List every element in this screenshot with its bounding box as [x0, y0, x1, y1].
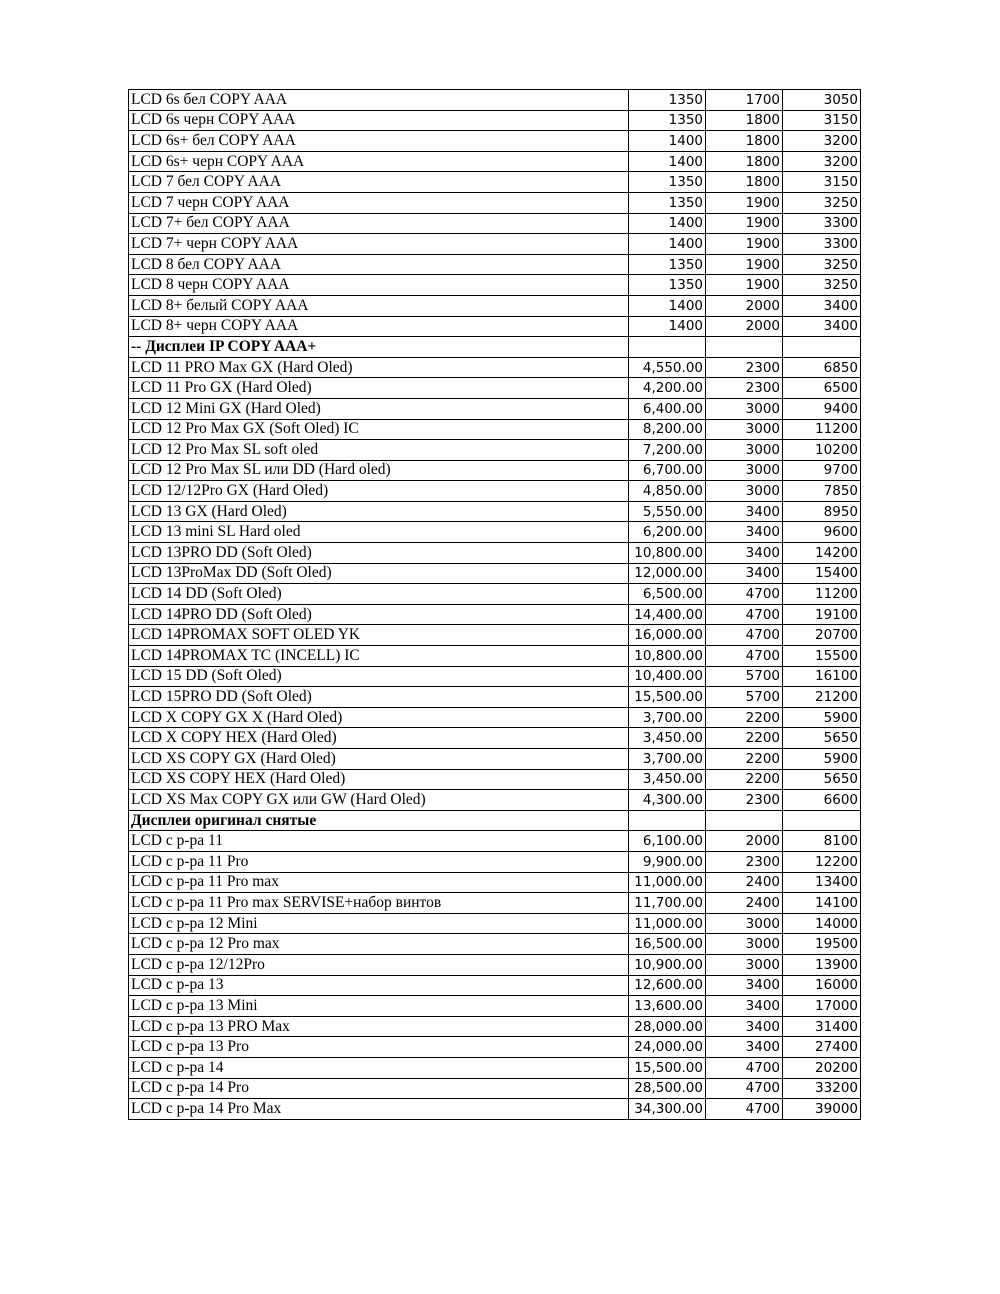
table-row	[129, 131, 861, 152]
price-1-cell: 6,100.00	[629, 831, 706, 852]
price-1-cell: 1350	[629, 172, 706, 193]
price-3-cell: 5650	[783, 728, 861, 749]
price-3-cell: 31400	[783, 1016, 861, 1037]
table-row	[129, 687, 861, 708]
price-1-cell: 3,700.00	[629, 707, 706, 728]
product-name-cell: LCD 11 PRO Max GX (Hard Oled)	[129, 357, 629, 378]
table-row	[129, 295, 861, 316]
table-row	[129, 604, 861, 625]
table-row	[129, 707, 861, 728]
product-name-cell: LCD 7 черн COPY AAA	[129, 192, 629, 213]
product-name-cell: LCD 14PROMAX TC (INCELL) IC	[129, 646, 629, 667]
price-1-cell: 13,600.00	[629, 996, 706, 1017]
price-1-cell: 1350	[629, 192, 706, 213]
price-1-cell	[629, 810, 706, 831]
price-2-cell: 2200	[706, 749, 783, 770]
price-2-cell: 3000	[706, 398, 783, 419]
price-3-cell: 3400	[783, 295, 861, 316]
product-name-cell: LCD X COPY HEX (Hard Oled)	[129, 728, 629, 749]
price-2-cell: 1900	[706, 275, 783, 296]
table-row	[129, 893, 861, 914]
price-2-cell: 1900	[706, 192, 783, 213]
price-1-cell: 6,200.00	[629, 522, 706, 543]
section-header-row	[129, 810, 861, 831]
table-row	[129, 192, 861, 213]
table-row	[129, 769, 861, 790]
product-name-cell: LCD X COPY GX X (Hard Oled)	[129, 707, 629, 728]
price-1-cell: 8,200.00	[629, 419, 706, 440]
price-1-cell: 24,000.00	[629, 1037, 706, 1058]
price-3-cell: 5650	[783, 769, 861, 790]
price-2-cell: 3000	[706, 934, 783, 955]
price-1-cell: 28,500.00	[629, 1078, 706, 1099]
price-3-cell: 15400	[783, 563, 861, 584]
product-name-cell: LCD XS COPY HEX (Hard Oled)	[129, 769, 629, 790]
product-name-cell: LCD 15 DD (Soft Oled)	[129, 666, 629, 687]
price-2-cell: 3400	[706, 1016, 783, 1037]
price-2-cell: 2300	[706, 790, 783, 811]
price-1-cell: 10,900.00	[629, 954, 706, 975]
product-name-cell: LCD с р-ра 13 Pro	[129, 1037, 629, 1058]
table-row	[129, 975, 861, 996]
price-1-cell: 16,000.00	[629, 625, 706, 646]
table-row	[129, 357, 861, 378]
product-name-cell: LCD XS Max COPY GX или GW (Hard Oled)	[129, 790, 629, 811]
price-2-cell: 1900	[706, 213, 783, 234]
price-1-cell: 15,500.00	[629, 1057, 706, 1078]
price-2-cell: 2200	[706, 707, 783, 728]
price-1-cell: 11,700.00	[629, 893, 706, 914]
product-name-cell: LCD 6s бел COPY AAA	[129, 90, 629, 111]
price-2-cell: 4700	[706, 584, 783, 605]
price-3-cell: 7850	[783, 481, 861, 502]
price-3-cell: 20700	[783, 625, 861, 646]
price-2-cell: 3000	[706, 419, 783, 440]
product-name-cell: LCD с р-ра 13 PRO Max	[129, 1016, 629, 1037]
product-name-cell: LCD 8 бел COPY AAA	[129, 254, 629, 275]
section-title: -- Дисплеи IP COPY AAA+	[129, 337, 629, 358]
price-3-cell: 39000	[783, 1099, 861, 1120]
price-3-cell: 17000	[783, 996, 861, 1017]
price-3-cell: 3200	[783, 131, 861, 152]
price-1-cell: 14,400.00	[629, 604, 706, 625]
price-2-cell: 2200	[706, 769, 783, 790]
product-name-cell: LCD 15PRO DD (Soft Oled)	[129, 687, 629, 708]
price-3-cell: 3400	[783, 316, 861, 337]
price-1-cell: 16,500.00	[629, 934, 706, 955]
price-3-cell	[783, 810, 861, 831]
product-name-cell: LCD с р-ра 14 Pro Max	[129, 1099, 629, 1120]
price-2-cell: 2000	[706, 295, 783, 316]
table-row	[129, 563, 861, 584]
price-2-cell: 1800	[706, 131, 783, 152]
price-2-cell: 1900	[706, 234, 783, 255]
price-2-cell: 3400	[706, 1037, 783, 1058]
price-2-cell: 3400	[706, 543, 783, 564]
price-3-cell: 14100	[783, 893, 861, 914]
price-1-cell: 6,700.00	[629, 460, 706, 481]
price-1-cell: 1350	[629, 90, 706, 111]
price-3-cell: 3150	[783, 110, 861, 131]
price-2-cell: 3400	[706, 563, 783, 584]
price-2-cell: 5700	[706, 666, 783, 687]
product-name-cell: LCD с р-ра 12 Pro max	[129, 934, 629, 955]
table-row	[129, 275, 861, 296]
price-2-cell: 3000	[706, 440, 783, 461]
price-3-cell: 13900	[783, 954, 861, 975]
price-1-cell: 12,000.00	[629, 563, 706, 584]
price-3-cell: 6600	[783, 790, 861, 811]
price-2-cell: 1800	[706, 172, 783, 193]
table-row	[129, 110, 861, 131]
price-1-cell: 3,450.00	[629, 728, 706, 749]
price-2-cell: 4700	[706, 1078, 783, 1099]
table-row	[129, 728, 861, 749]
product-name-cell: LCD 7+ черн COPY AAA	[129, 234, 629, 255]
price-2-cell: 3400	[706, 996, 783, 1017]
table-row	[129, 996, 861, 1017]
table-row	[129, 1057, 861, 1078]
price-2-cell: 1900	[706, 254, 783, 275]
price-2-cell: 2400	[706, 872, 783, 893]
price-3-cell: 8100	[783, 831, 861, 852]
price-1-cell: 4,850.00	[629, 481, 706, 502]
product-name-cell: LCD с р-ра 11	[129, 831, 629, 852]
price-3-cell: 15500	[783, 646, 861, 667]
table-row	[129, 481, 861, 502]
table-row	[129, 831, 861, 852]
price-3-cell: 21200	[783, 687, 861, 708]
table-row	[129, 954, 861, 975]
price-1-cell: 3,450.00	[629, 769, 706, 790]
price-3-cell: 6500	[783, 378, 861, 399]
price-1-cell: 11,000.00	[629, 872, 706, 893]
table-row	[129, 584, 861, 605]
price-1-cell: 9,900.00	[629, 851, 706, 872]
product-name-cell: LCD 6s черн COPY AAA	[129, 110, 629, 131]
table-row	[129, 234, 861, 255]
table-row	[129, 1037, 861, 1058]
price-3-cell: 3150	[783, 172, 861, 193]
product-name-cell: LCD 7+ бел COPY AAA	[129, 213, 629, 234]
price-3-cell: 11200	[783, 419, 861, 440]
price-3-cell: 16100	[783, 666, 861, 687]
product-name-cell: LCD с р-ра 13	[129, 975, 629, 996]
table-row	[129, 316, 861, 337]
price-3-cell: 5900	[783, 707, 861, 728]
product-name-cell: LCD 12 Pro Max GX (Soft Oled) IC	[129, 419, 629, 440]
price-2-cell: 2300	[706, 357, 783, 378]
price-2-cell: 2300	[706, 851, 783, 872]
price-3-cell: 9400	[783, 398, 861, 419]
price-2-cell: 2000	[706, 316, 783, 337]
product-name-cell: LCD 14 DD (Soft Oled)	[129, 584, 629, 605]
price-2-cell: 2000	[706, 831, 783, 852]
section-header-row	[129, 337, 861, 358]
price-3-cell: 8950	[783, 501, 861, 522]
price-1-cell: 1400	[629, 213, 706, 234]
product-name-cell: LCD 11 Pro GX (Hard Oled)	[129, 378, 629, 399]
price-3-cell: 19500	[783, 934, 861, 955]
price-1-cell: 1400	[629, 316, 706, 337]
price-2-cell: 3400	[706, 501, 783, 522]
table-row	[129, 913, 861, 934]
price-2-cell: 4700	[706, 1057, 783, 1078]
price-3-cell	[783, 337, 861, 358]
price-3-cell: 19100	[783, 604, 861, 625]
price-2-cell: 2300	[706, 378, 783, 399]
product-name-cell: LCD 8+ черн COPY AAA	[129, 316, 629, 337]
price-3-cell: 3300	[783, 213, 861, 234]
price-3-cell: 3250	[783, 275, 861, 296]
table-row	[129, 398, 861, 419]
price-3-cell: 3300	[783, 234, 861, 255]
price-1-cell: 1400	[629, 234, 706, 255]
price-1-cell: 34,300.00	[629, 1099, 706, 1120]
price-1-cell: 3,700.00	[629, 749, 706, 770]
table-row	[129, 1016, 861, 1037]
price-3-cell: 14200	[783, 543, 861, 564]
price-3-cell: 12200	[783, 851, 861, 872]
price-1-cell: 6,400.00	[629, 398, 706, 419]
price-2-cell	[706, 337, 783, 358]
price-3-cell: 13400	[783, 872, 861, 893]
section-title: Дисплеи оригинал снятые	[129, 810, 629, 831]
product-name-cell: LCD с р-ра 14	[129, 1057, 629, 1078]
price-2-cell: 2400	[706, 893, 783, 914]
price-1-cell: 1400	[629, 151, 706, 172]
product-name-cell: LCD 12 Pro Max SL soft oled	[129, 440, 629, 461]
price-3-cell: 3200	[783, 151, 861, 172]
price-1-cell	[629, 337, 706, 358]
table-row	[129, 1099, 861, 1120]
table-row	[129, 666, 861, 687]
product-name-cell: LCD 13 mini SL Hard oled	[129, 522, 629, 543]
product-name-cell: LCD 13PRO DD (Soft Oled)	[129, 543, 629, 564]
price-3-cell: 14000	[783, 913, 861, 934]
price-3-cell: 11200	[783, 584, 861, 605]
price-2-cell: 3000	[706, 954, 783, 975]
price-2-cell	[706, 810, 783, 831]
table-row	[129, 522, 861, 543]
table-row	[129, 790, 861, 811]
price-1-cell: 4,300.00	[629, 790, 706, 811]
table-row	[129, 440, 861, 461]
product-name-cell: LCD с р-ра 11 Pro	[129, 851, 629, 872]
product-name-cell: LCD 8 черн COPY AAA	[129, 275, 629, 296]
product-name-cell: LCD 14PROMAX SOFT OLED YK	[129, 625, 629, 646]
price-2-cell: 2200	[706, 728, 783, 749]
price-1-cell: 10,800.00	[629, 646, 706, 667]
product-name-cell: LCD 13 GX (Hard Oled)	[129, 501, 629, 522]
price-2-cell: 4700	[706, 1099, 783, 1120]
table-row	[129, 213, 861, 234]
product-name-cell: LCD 13ProMax DD (Soft Oled)	[129, 563, 629, 584]
table-row	[129, 460, 861, 481]
price-2-cell: 3000	[706, 481, 783, 502]
price-2-cell: 3400	[706, 522, 783, 543]
price-2-cell: 1800	[706, 151, 783, 172]
price-3-cell: 3250	[783, 254, 861, 275]
price-1-cell: 11,000.00	[629, 913, 706, 934]
price-1-cell: 5,550.00	[629, 501, 706, 522]
table-row	[129, 90, 861, 111]
table-row	[129, 254, 861, 275]
table-row	[129, 501, 861, 522]
price-table-body	[129, 90, 861, 1120]
product-name-cell: LCD 14PRO DD (Soft Oled)	[129, 604, 629, 625]
table-row	[129, 872, 861, 893]
price-1-cell: 15,500.00	[629, 687, 706, 708]
product-name-cell: LCD 8+ белый COPY AAA	[129, 295, 629, 316]
price-3-cell: 33200	[783, 1078, 861, 1099]
table-row	[129, 151, 861, 172]
price-2-cell: 3000	[706, 460, 783, 481]
price-1-cell: 28,000.00	[629, 1016, 706, 1037]
price-3-cell: 9600	[783, 522, 861, 543]
price-3-cell: 27400	[783, 1037, 861, 1058]
price-2-cell: 3000	[706, 913, 783, 934]
price-1-cell: 12,600.00	[629, 975, 706, 996]
price-3-cell: 3250	[783, 192, 861, 213]
product-name-cell: LCD XS COPY GX (Hard Oled)	[129, 749, 629, 770]
table-row	[129, 419, 861, 440]
price-2-cell: 5700	[706, 687, 783, 708]
price-2-cell: 4700	[706, 625, 783, 646]
price-2-cell: 3400	[706, 975, 783, 996]
price-table	[128, 89, 861, 1120]
product-name-cell: LCD с р-ра 11 Pro max	[129, 872, 629, 893]
price-3-cell: 20200	[783, 1057, 861, 1078]
table-row	[129, 749, 861, 770]
product-name-cell: LCD с р-ра 12 Mini	[129, 913, 629, 934]
price-1-cell: 4,200.00	[629, 378, 706, 399]
price-1-cell: 6,500.00	[629, 584, 706, 605]
price-3-cell: 3050	[783, 90, 861, 111]
table-row	[129, 378, 861, 399]
table-row	[129, 543, 861, 564]
price-1-cell: 1350	[629, 254, 706, 275]
table-row	[129, 625, 861, 646]
product-name-cell: LCD с р-ра 13 Mini	[129, 996, 629, 1017]
table-row	[129, 851, 861, 872]
table-row	[129, 172, 861, 193]
price-1-cell: 1400	[629, 131, 706, 152]
product-name-cell: LCD 6s+ бел COPY AAA	[129, 131, 629, 152]
price-1-cell: 7,200.00	[629, 440, 706, 461]
price-1-cell: 1350	[629, 275, 706, 296]
product-name-cell: LCD с р-ра 12/12Pro	[129, 954, 629, 975]
table-row	[129, 1078, 861, 1099]
price-1-cell: 4,550.00	[629, 357, 706, 378]
price-1-cell: 1400	[629, 295, 706, 316]
table-row	[129, 934, 861, 955]
product-name-cell: LCD 12 Pro Max SL или DD (Hard oled)	[129, 460, 629, 481]
price-2-cell: 4700	[706, 604, 783, 625]
price-3-cell: 16000	[783, 975, 861, 996]
price-1-cell: 10,400.00	[629, 666, 706, 687]
price-1-cell: 10,800.00	[629, 543, 706, 564]
table-row	[129, 646, 861, 667]
price-3-cell: 9700	[783, 460, 861, 481]
price-3-cell: 6850	[783, 357, 861, 378]
product-name-cell: LCD с р-ра 14 Pro	[129, 1078, 629, 1099]
price-2-cell: 1700	[706, 90, 783, 111]
product-name-cell: LCD 12 Mini GX (Hard Oled)	[129, 398, 629, 419]
price-3-cell: 10200	[783, 440, 861, 461]
price-1-cell: 1350	[629, 110, 706, 131]
price-2-cell: 1800	[706, 110, 783, 131]
product-name-cell: LCD 6s+ черн COPY AAA	[129, 151, 629, 172]
product-name-cell: LCD 7 бел COPY AAA	[129, 172, 629, 193]
product-name-cell: LCD с р-ра 11 Pro max SERVISE+набор винтов	[129, 893, 629, 914]
product-name-cell: LCD 12/12Pro GX (Hard Oled)	[129, 481, 629, 502]
price-2-cell: 4700	[706, 646, 783, 667]
price-3-cell: 5900	[783, 749, 861, 770]
